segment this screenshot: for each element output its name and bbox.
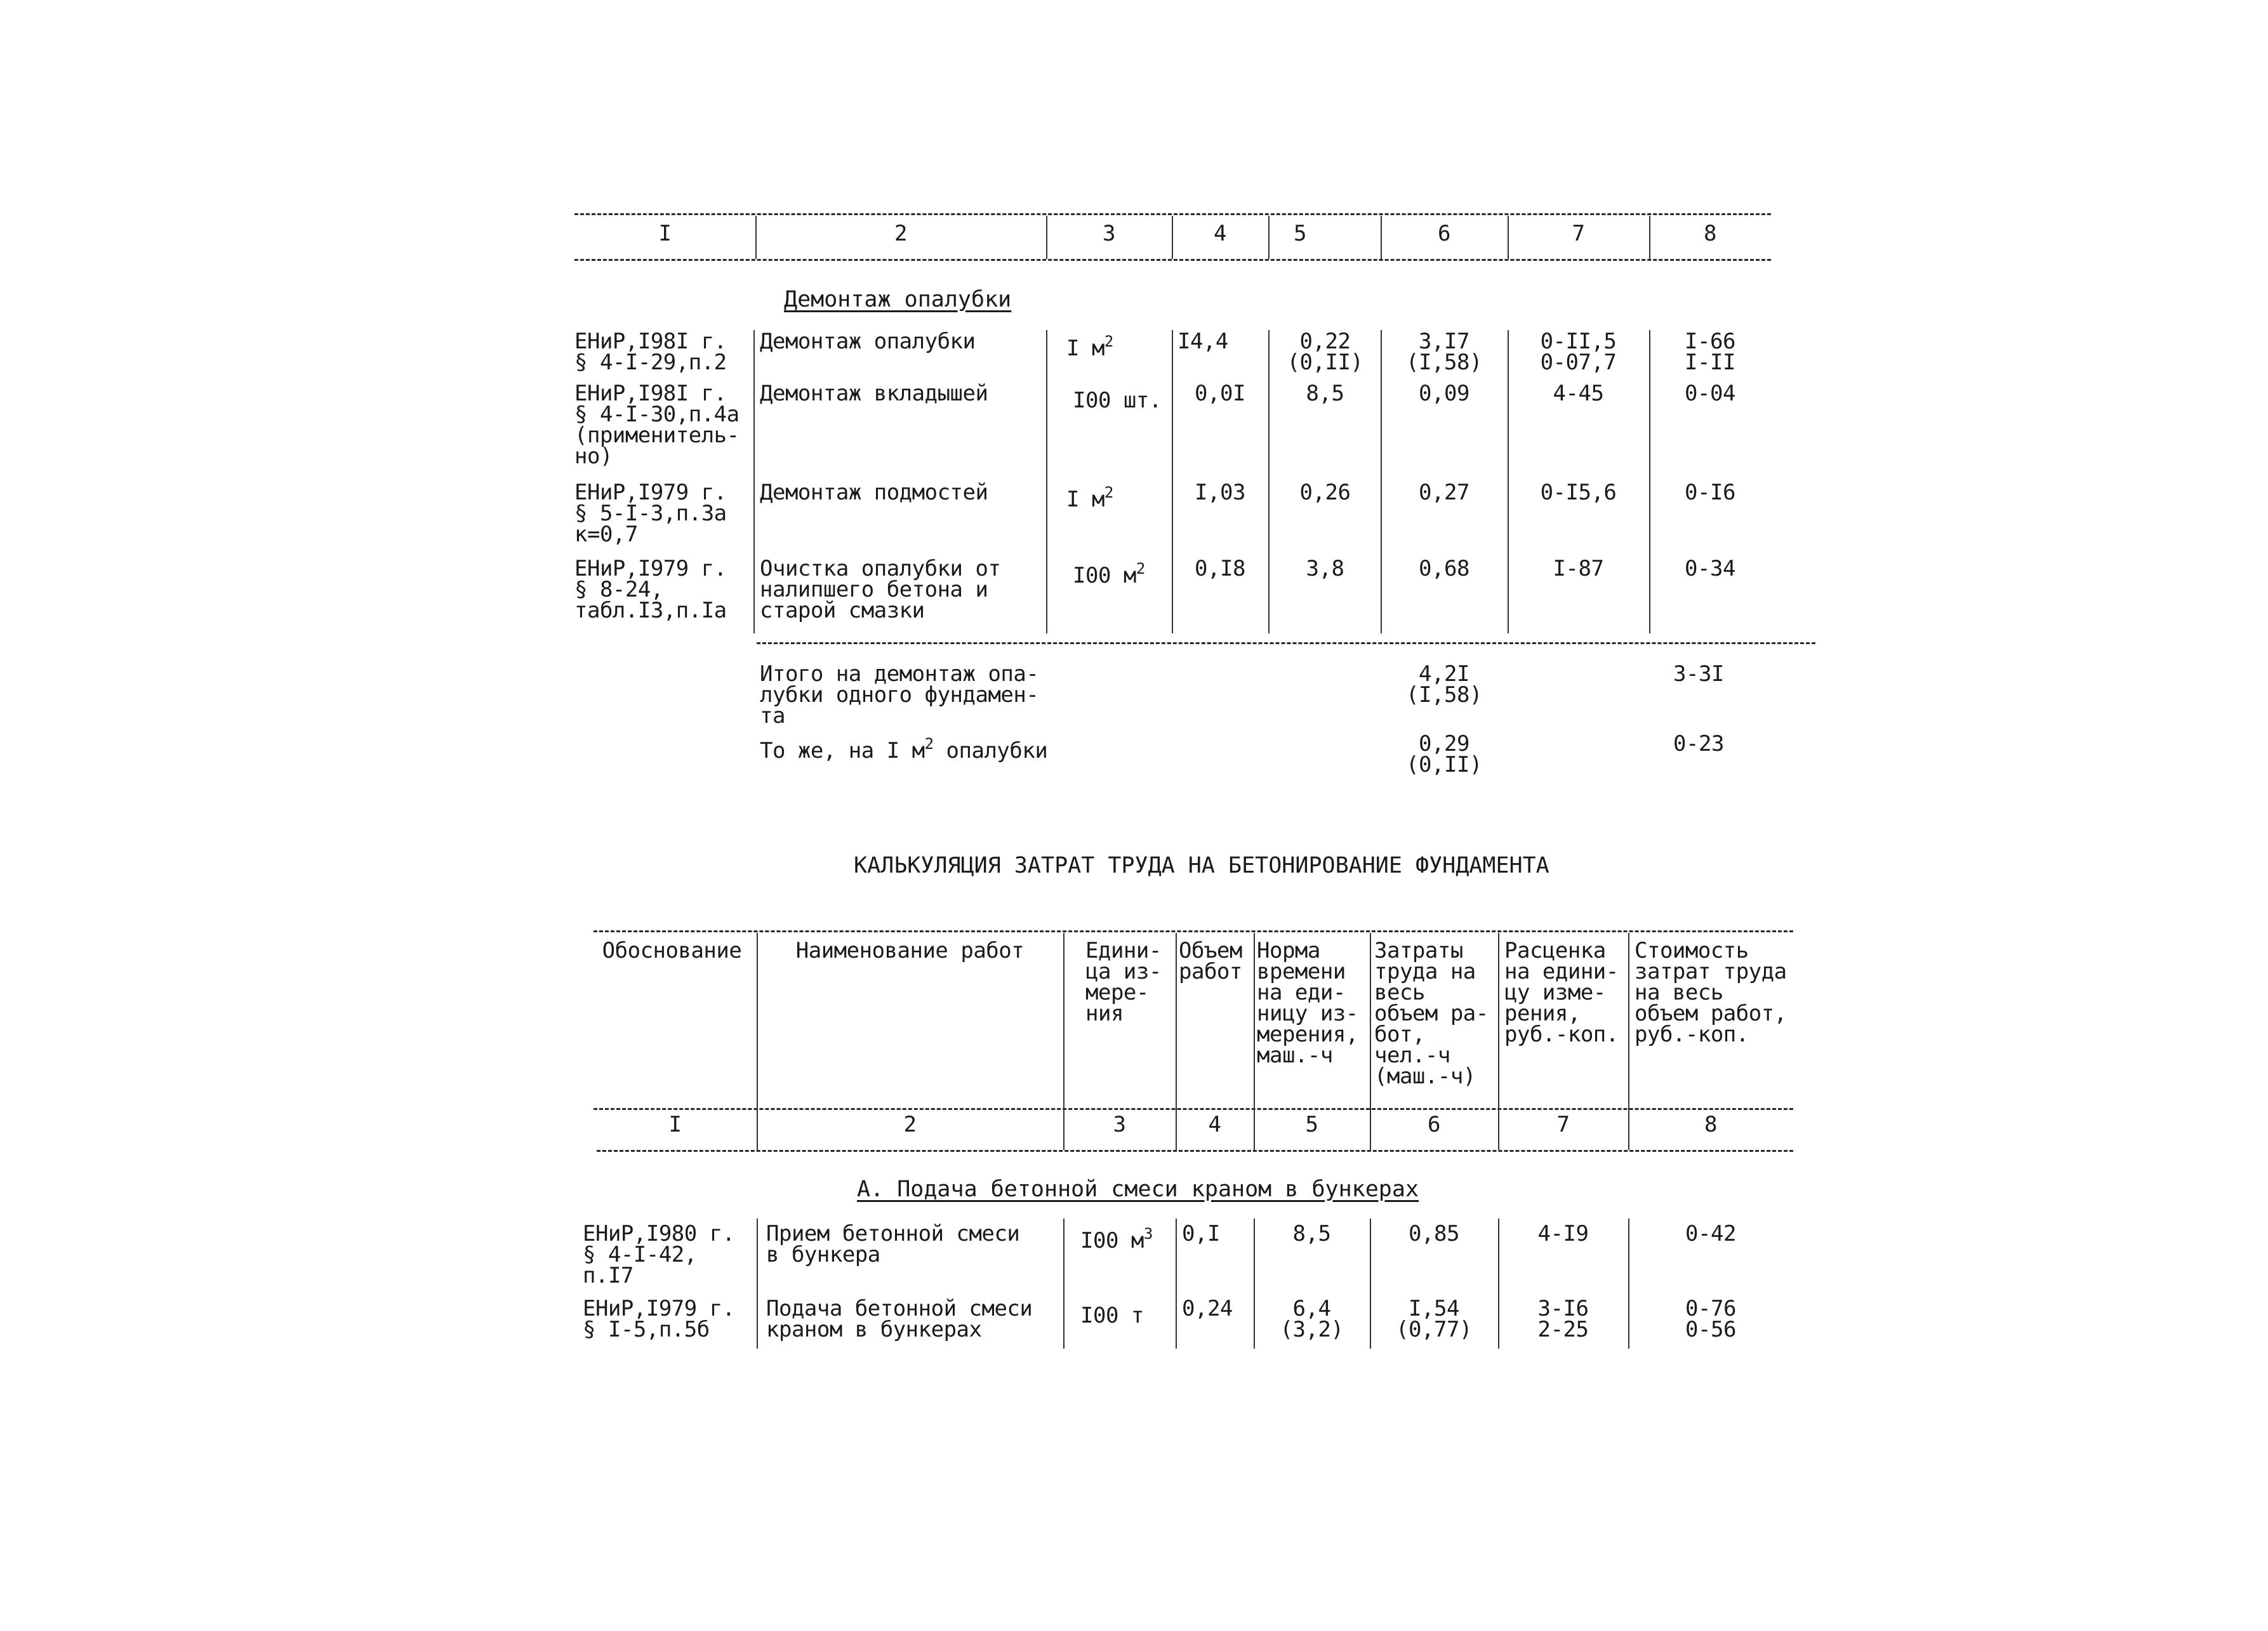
table2-col-number: 3 <box>1113 1112 1126 1137</box>
header-rate: Расценка на едини- цу изме- рения, руб.-коп. <box>1504 938 1619 1047</box>
table2-col-number: 8 <box>1704 1112 1717 1137</box>
row-rate: 0-I5,6 <box>1540 480 1617 505</box>
table1-col-number: 3 <box>1103 221 1115 246</box>
header-labor: Затраты труда на весь объем ра- бот, чел.-ч (маш.-ч) <box>1374 938 1489 1089</box>
table2-col-number: 7 <box>1556 1112 1570 1137</box>
table1-col-number: 2 <box>894 221 907 246</box>
table1-body-divider <box>1172 330 1173 633</box>
row-basis: ЕНиР,I980 г. § 4-I-42, п.I7 <box>583 1221 735 1288</box>
table1-body-divider <box>1046 330 1047 633</box>
row-work-name: Демонтаж подмостей <box>760 480 988 505</box>
table1-col-number: 4 <box>1214 221 1226 246</box>
row-cost: 0-42 <box>1685 1221 1736 1246</box>
table1-col-number: I <box>658 221 672 246</box>
table2-col-number: 4 <box>1208 1112 1221 1137</box>
row-labor: 3,I7 (I,58) <box>1406 329 1482 375</box>
total-per-m2-label: То же, на I $м^2$ опалубки <box>760 735 1048 763</box>
header-norm: Норма времени на еди- ницу из- мерения, маш.-ч <box>1257 938 1358 1068</box>
table2-numbers-rule <box>597 1150 1793 1152</box>
table1-section-title: Демонтаж опалубки <box>784 287 1012 312</box>
total-labor: 4,2I (I,58) <box>1406 661 1482 708</box>
row-basis: ЕНиР,I979 г. § 8-24, табл.I3,п.Iа <box>574 556 727 623</box>
row-rate: 4-45 <box>1553 381 1604 406</box>
row-cost: I-66 I-II <box>1685 329 1735 375</box>
total-labor: 0,29 (0,II) <box>1406 731 1482 777</box>
row-unit: I00 $м^3$ <box>1080 1225 1153 1253</box>
header-basis: Обоснование <box>602 938 742 963</box>
row-labor: 0,09 <box>1419 381 1469 406</box>
row-rate: 0-II,5 0-07,7 <box>1540 329 1617 375</box>
total-cost: 3-3I <box>1673 661 1724 687</box>
header-volume: Объем работ <box>1179 938 1242 984</box>
row-rate: I-87 <box>1553 556 1604 581</box>
row-unit: I00 шт. <box>1073 388 1162 413</box>
table1-col-number: 6 <box>1438 221 1450 246</box>
table1-top-rule <box>574 213 1771 215</box>
row-work-name: Демонтаж вкладышей <box>760 381 988 406</box>
row-basis: ЕНиР,I979 г. § I-5,п.5б <box>583 1296 735 1342</box>
row-unit: I $м^2$ <box>1066 333 1113 361</box>
table1-col-number: 5 <box>1294 221 1306 246</box>
row-volume: I4,4 <box>1177 329 1228 354</box>
row-norm: 0,26 <box>1299 480 1351 505</box>
table1-body-divider <box>1268 330 1270 633</box>
row-norm: 0,22 (0,II) <box>1287 329 1363 375</box>
header-unit: Едини- ца из- мере- ния <box>1085 938 1162 1026</box>
calculation-title: КАЛЬКУЛЯЦИЯ ЗАТРАТ ТРУДА НА БЕТОНИРОВАНИЕ ФУНДАМЕНТА <box>854 853 1549 878</box>
row-rate: 4-I9 <box>1537 1221 1589 1246</box>
row-labor: 0,68 <box>1419 556 1469 581</box>
table2-col-number: I <box>668 1112 682 1137</box>
row-labor: 0,27 <box>1419 480 1469 505</box>
table2-body-divider <box>1176 1218 1177 1349</box>
row-basis: ЕНиР,I979 г. § 5-I-3,п.3а к=0,7 <box>574 480 727 547</box>
table1-col-number: 8 <box>1704 221 1716 246</box>
row-norm: 8,5 <box>1306 381 1344 406</box>
row-unit: I00 т <box>1080 1303 1144 1328</box>
row-basis: ЕНиР,I98I г. § 4-I-29,п.2 <box>574 329 727 375</box>
table2-body-divider <box>1063 1218 1064 1349</box>
row-work-name: Подача бетонной смеси краном в бункерах <box>766 1296 1033 1342</box>
table1-body-divider <box>1649 330 1650 633</box>
row-work-name: Очистка опалубки от налипшего бетона и старой смазки <box>760 556 1001 623</box>
header-cost: Стоимость затрат труда на весь объем работ, руб.-коп. <box>1635 938 1787 1047</box>
row-unit: I $м^2$ <box>1066 484 1113 512</box>
row-cost: 0-I6 <box>1685 480 1735 505</box>
table2-col-number: 6 <box>1428 1112 1440 1137</box>
table1-col-number: 7 <box>1572 221 1585 246</box>
table1-body-divider <box>1381 330 1382 633</box>
table2-top-rule <box>594 930 1793 932</box>
row-cost: 0-76 0-56 <box>1685 1296 1736 1342</box>
row-volume: I,03 <box>1195 480 1245 505</box>
table2-col-number: 5 <box>1305 1112 1318 1137</box>
row-cost: 0-04 <box>1685 381 1735 406</box>
table1-header-rule <box>574 259 1771 261</box>
row-norm: 3,8 <box>1306 556 1344 581</box>
totals-rule <box>757 642 1815 644</box>
table2-section-title: А. Подача бетонной смеси краном в бункерах <box>857 1177 1419 1202</box>
row-volume: 0,I8 <box>1195 556 1245 581</box>
row-labor: I,54 (0,77) <box>1396 1296 1472 1342</box>
row-unit: I00 $м^2$ <box>1073 560 1145 588</box>
row-work-name: Демонтаж опалубки <box>760 329 976 354</box>
row-labor: 0,85 <box>1409 1221 1459 1246</box>
row-volume: 0,I <box>1182 1221 1220 1246</box>
total-label: Итого на демонтаж опа- лубки одного фундамен- та <box>760 661 1039 729</box>
row-volume: 0,24 <box>1182 1296 1233 1321</box>
header-work-name: Наименование работ <box>795 938 1025 963</box>
table2-body-divider <box>757 1218 758 1349</box>
row-basis: ЕНиР,I98I г. § 4-I-30,п.4а (применитель- но) <box>574 381 739 469</box>
total-cost: 0-23 <box>1673 731 1724 756</box>
row-rate: 3-I6 2-25 <box>1537 1296 1589 1342</box>
row-cost: 0-34 <box>1685 556 1735 581</box>
row-norm: 8,5 <box>1292 1221 1331 1246</box>
table1-body-divider <box>1508 330 1509 633</box>
table1-body-divider <box>753 330 755 633</box>
row-norm: 6,4 (3,2) <box>1280 1296 1344 1342</box>
row-volume: 0,0I <box>1195 381 1245 406</box>
table2-header-rule <box>594 1108 1793 1110</box>
table2-col-number: 2 <box>903 1112 917 1137</box>
row-work-name: Прием бетонной смеси в бункера <box>766 1221 1020 1267</box>
